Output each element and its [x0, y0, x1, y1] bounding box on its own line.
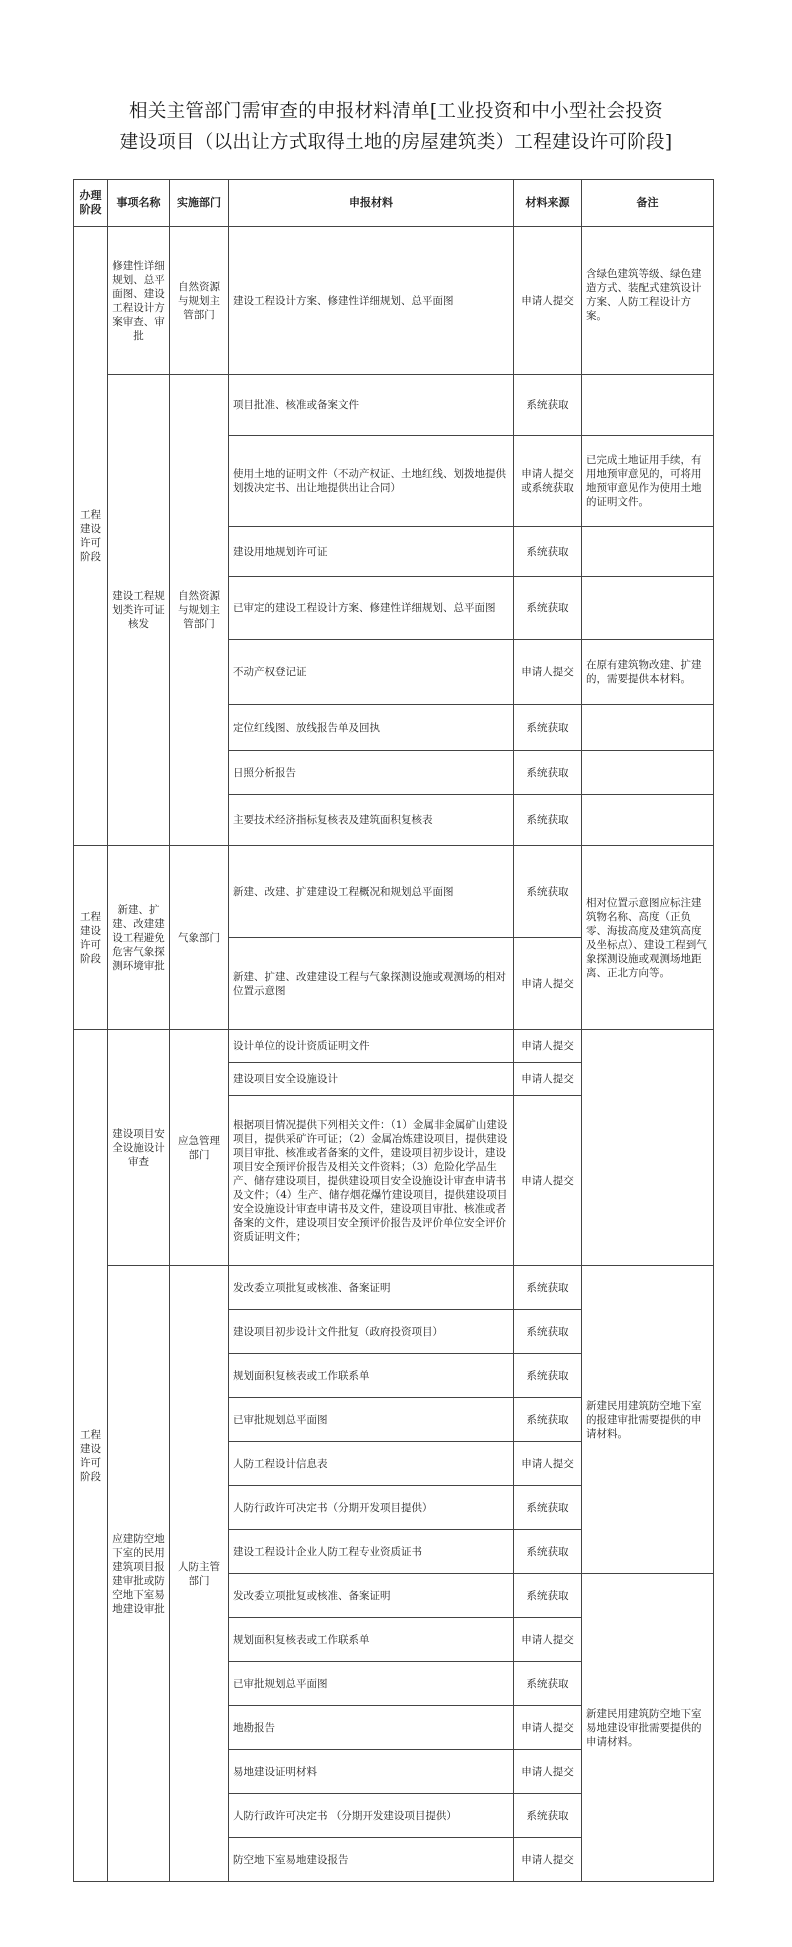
source-cell: 申请人提交: [514, 1063, 582, 1096]
source-cell: 系统获取: [514, 795, 582, 846]
source-cell: 申请人提交: [514, 1030, 582, 1063]
document-title: [0, 96, 792, 158]
table-row: [74, 1030, 714, 1063]
material-cell: 地勘报告: [229, 1706, 514, 1750]
source-cell: 申请人提交: [514, 1096, 582, 1266]
material-cell: 规划面积复核表或工作联系单: [229, 1354, 514, 1398]
remark-cell: [582, 751, 714, 795]
item-name-cell: 新建、扩建、改建建设工程避免危害气象探测环境审批: [108, 846, 170, 1030]
remark-cell: 新建民用建筑防空地下室易地建设审批需要提供的申请材料。: [582, 1574, 714, 1882]
material-cell: 人防行政许可决定书（分期开发项目提供）: [229, 1486, 514, 1530]
source-cell: 申请人提交: [514, 938, 582, 1030]
remark-cell: 在原有建筑物改建、扩建的，需要提供本材料。: [582, 640, 714, 705]
remark-cell: [582, 577, 714, 640]
source-cell: 申请人提交: [514, 1838, 582, 1882]
material-cell: 日照分析报告: [229, 751, 514, 795]
source-cell: 系统获取: [514, 1794, 582, 1838]
remark-cell: [582, 705, 714, 751]
remark-cell: 已完成土地证用手续，有用地预审意见的，可将用地预审意见作为使用土地的证明文件。: [582, 436, 714, 527]
header-stage: 办理阶段: [74, 180, 108, 227]
material-cell: 已审批规划总平面图: [229, 1398, 514, 1442]
material-cell: 建设项目初步设计文件批复（政府投资项目）: [229, 1310, 514, 1354]
remark-cell: [582, 375, 714, 436]
source-cell: 系统获取: [514, 1266, 582, 1310]
stage-cell: 工程建设许可阶段: [74, 227, 108, 846]
stage-cell: 工程建设许可阶段: [74, 846, 108, 1030]
source-cell: 系统获取: [514, 577, 582, 640]
source-cell: 系统获取: [514, 527, 582, 577]
material-cell: 使用土地的证明文件（不动产权证、土地红线、划拨地提供划拨决定书、出让地提供出让合同）: [229, 436, 514, 527]
material-cell: 不动产权登记证: [229, 640, 514, 705]
material-cell: 防空地下室易地建设报告: [229, 1838, 514, 1882]
item-name-cell: 修建性详细规划、总平面图、建设工程设计方案审查、审批: [108, 227, 170, 375]
source-cell: 申请人提交: [514, 1442, 582, 1486]
department-cell: 应急管理部门: [170, 1030, 229, 1266]
department-cell: 自然资源与规划主管部门: [170, 375, 229, 846]
material-cell: 建设用地规划许可证: [229, 527, 514, 577]
material-cell: 建设工程设计企业人防工程专业资质证书: [229, 1530, 514, 1574]
material-cell: 人防行政许可决定书 （分期开发建设项目提供）: [229, 1794, 514, 1838]
material-cell: 新建、扩建、改建建设工程与气象探测设施或观测场的相对位置示意图: [229, 938, 514, 1030]
source-cell: 系统获取: [514, 1574, 582, 1618]
remark-cell: [582, 1030, 714, 1266]
title-line-1: 相关主管部门需审查的申报材料清单[工业投资和中小型社会投资: [129, 101, 663, 122]
header-remark: 备注: [582, 180, 714, 227]
material-cell: 人防工程设计信息表: [229, 1442, 514, 1486]
table-header-row: [74, 180, 714, 227]
header-item-name: 事项名称: [108, 180, 170, 227]
materials-table: [73, 179, 714, 1882]
material-cell: 定位红线图、放线报告单及回执: [229, 705, 514, 751]
material-cell: 发改委立项批复或核准、备案证明: [229, 1266, 514, 1310]
remark-cell: 含绿色建筑等级、绿色建造方式、装配式建筑设计方案、人防工程设计方案。: [582, 227, 714, 375]
material-cell: 设计单位的设计资质证明文件: [229, 1030, 514, 1063]
table-row: [74, 227, 714, 375]
department-cell: 气象部门: [170, 846, 229, 1030]
header-source: 材料来源: [514, 180, 582, 227]
remark-cell: 相对位置示意图应标注建筑物名称、高度（正负零、海拔高度及建筑高度及坐标点）、建设工程到气象探测设施或观测场地距离、正北方向等。: [582, 846, 714, 1030]
source-cell: 申请人提交: [514, 640, 582, 705]
source-cell: 系统获取: [514, 705, 582, 751]
material-cell: 易地建设证明材料: [229, 1750, 514, 1794]
source-cell: 申请人提交: [514, 1750, 582, 1794]
source-cell: 系统获取: [514, 1530, 582, 1574]
source-cell: 申请人提交: [514, 1618, 582, 1662]
material-cell: 发改委立项批复或核准、备案证明: [229, 1574, 514, 1618]
source-cell: 系统获取: [514, 846, 582, 938]
source-cell: 系统获取: [514, 1486, 582, 1530]
remark-cell: 新建民用建筑防空地下室的报建审批需要提供的申请材料。: [582, 1266, 714, 1574]
material-cell: 已审定的建设工程设计方案、修建性详细规划、总平面图: [229, 577, 514, 640]
source-cell: 系统获取: [514, 375, 582, 436]
remark-cell: [582, 795, 714, 846]
material-cell: 规划面积复核表或工作联系单: [229, 1618, 514, 1662]
department-cell: 自然资源与规划主管部门: [170, 227, 229, 375]
source-cell: 申请人提交或系统获取: [514, 436, 582, 527]
item-name-cell: 建设项目安全设施设计审查: [108, 1030, 170, 1266]
header-materials: 申报材料: [229, 180, 514, 227]
source-cell: 系统获取: [514, 751, 582, 795]
material-cell: 建设工程设计方案、修建性详细规划、总平面图: [229, 227, 514, 375]
department-cell: 人防主管部门: [170, 1266, 229, 1882]
item-name-cell: 应建防空地下室的民用建筑项目报建审批或防空地下室易地建设审批: [108, 1266, 170, 1882]
table-row: [74, 846, 714, 938]
source-cell: 系统获取: [514, 1662, 582, 1706]
source-cell: 申请人提交: [514, 227, 582, 375]
source-cell: 系统获取: [514, 1354, 582, 1398]
material-cell: 新建、改建、扩建建设工程概况和规划总平面图: [229, 846, 514, 938]
item-name-cell: 建设工程规划类许可证核发: [108, 375, 170, 846]
material-cell: 根据项目情况提供下列相关文件：（1）金属非金属矿山建设项目，提供采矿许可证；（2）金属冶炼建设项目，提供建设项目审批、核准或者备案的文件，建设项目初步设计，建设项目安全预评价报告及相关文件资料；（3）危险化学品生产、储存建设项目，提供建设项目安全设施设计审查申请书及文件；（4）生产、储存烟花爆竹建设项目，提供建设项目安全设施设计审查申请书及文件，建设项目审批、核准或者备案的文件，建设项目安全预评价报告及评价单位安全评价资质证明文件；: [229, 1096, 514, 1266]
material-cell: 项目批准、核准或备案文件: [229, 375, 514, 436]
title-line-2: 建设项目（以出让方式取得土地的房屋建筑类）工程建设许可阶段]: [119, 132, 673, 153]
remark-cell: [582, 527, 714, 577]
stage-cell: 工程建设许可阶段: [74, 1030, 108, 1882]
header-department: 实施部门: [170, 180, 229, 227]
source-cell: 系统获取: [514, 1398, 582, 1442]
table-row: [74, 375, 714, 436]
source-cell: 申请人提交: [514, 1706, 582, 1750]
material-cell: 主要技术经济指标复核表及建筑面积复核表: [229, 795, 514, 846]
table-row: [74, 1266, 714, 1310]
source-cell: 系统获取: [514, 1310, 582, 1354]
material-cell: 已审批规划总平面图: [229, 1662, 514, 1706]
material-cell: 建设项目安全设施设计: [229, 1063, 514, 1096]
